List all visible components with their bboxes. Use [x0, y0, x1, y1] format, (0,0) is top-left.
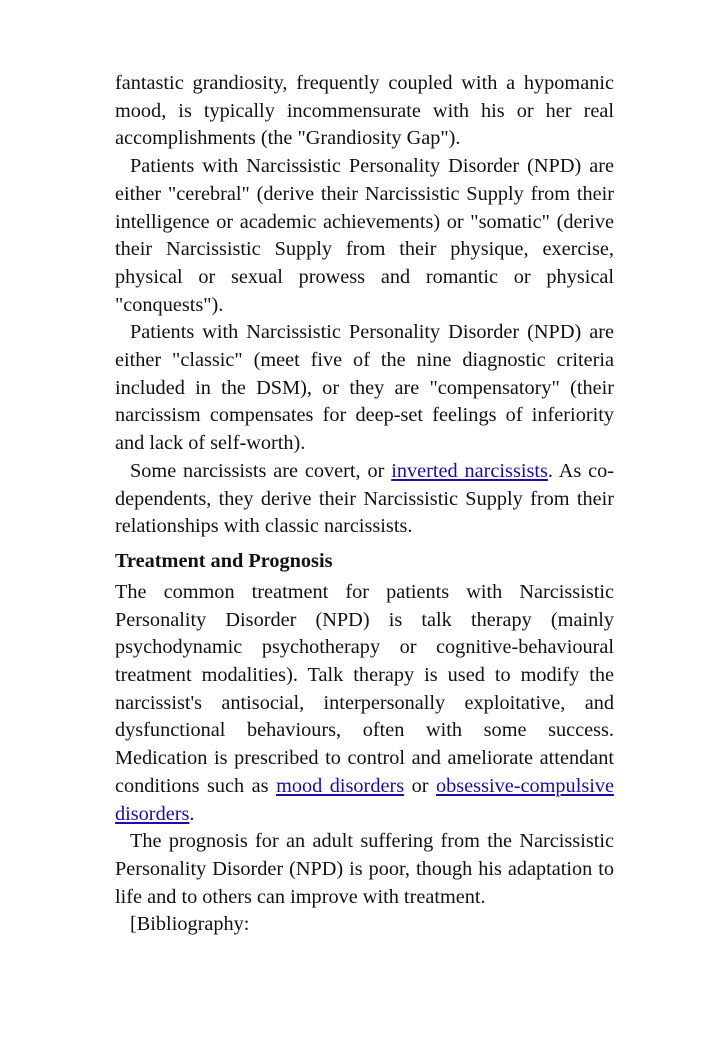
- inverted-narcissists-link[interactable]: inverted narcissists: [391, 459, 548, 482]
- paragraph-prognosis: The prognosis for an adult suffering from the Narcissistic Personality Disorder (NPD) is poor, though his adaptation to life and to others can improve with treatment.: [115, 830, 614, 908]
- mood-disorders-link[interactable]: mood disorders: [276, 774, 405, 797]
- paragraph-classic-compensatory: Patients with Narcissistic Personality Disorder (NPD) are either "classic" (meet five of the nine diagnostic criteria included in the DSM), or they are "compensatory" (their narcissism compensates for deep-set feelings of inferiority and lack of self-worth).: [115, 321, 614, 455]
- text-segment: The common treatment for patients with Narcissistic Personality Disorder (NPD) is talk therapy (mainly psychodynamic psychotherapy or cognitive-behavioural treatment modalities). Talk therapy is used to modify the narcissist's antisocial, interpersonally exploitative, and dysfunctional behaviours, often with some success. Medication is prescribed to control and ameliorate attendant conditions such as: [115, 580, 614, 797]
- paragraph-cerebral-somatic: Patients with Narcissistic Personality Disorder (NPD) are either "cerebral" (derive their Narcissistic Supply from their intelligence or academic achievements) or "somatic" (derive their Narcissistic Supply from their physique, exercise, physical or sexual prowess and romantic or physical "conquests").: [115, 155, 614, 316]
- paragraph-bibliography: [Bibliography:: [130, 913, 250, 936]
- text-segment: Some narcissists are covert, or: [130, 459, 392, 482]
- obsessive-compulsive-disorders-link[interactable]: obsessive-compulsive disorders: [115, 774, 614, 825]
- paragraph-grandiosity: fantastic grandiosity, frequently coupled with a hypomanic mood, is typically incommensurate with his or her real accomplishments (the "Grandiosity Gap").: [115, 72, 614, 150]
- text-segment: . As co-dependents, they derive their Narcissistic Supply from their relationships with classic narcissists.: [115, 459, 614, 538]
- text-segment: or: [404, 774, 436, 797]
- paragraph-covert-narcissists: [115, 458, 614, 541]
- section-heading-treatment: Treatment and Prognosis: [115, 549, 333, 572]
- document-page: [115, 70, 614, 939]
- text-segment: .: [189, 802, 195, 825]
- paragraph-treatment: [115, 579, 614, 828]
